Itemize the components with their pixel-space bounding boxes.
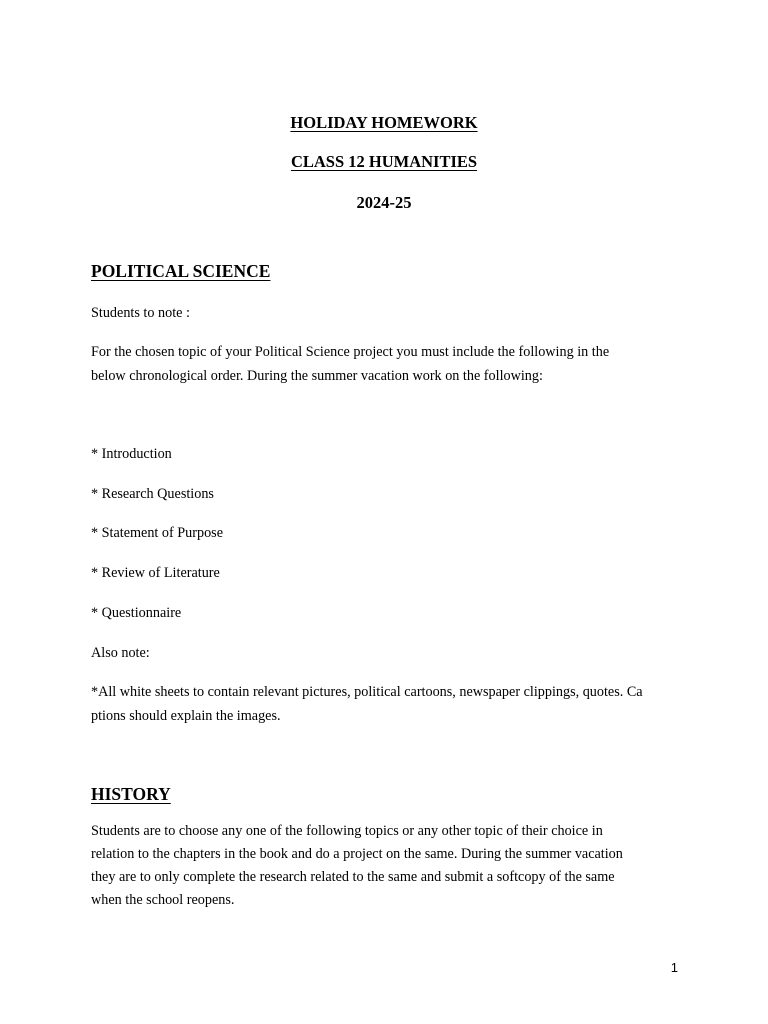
list-item: * Questionnaire bbox=[91, 605, 182, 621]
list-item: * Statement of Purpose bbox=[91, 525, 224, 541]
class-heading-text: CLASS 12 HUMANITIES bbox=[290, 152, 478, 171]
history-heading bbox=[91, 783, 171, 805]
students-note-label: Students to note : bbox=[91, 305, 190, 321]
page-number: 1 bbox=[670, 960, 678, 975]
sheets-note-line-1: *All white sheets to contain relevant pictures, political cartoons, newspaper clippings, quotes. Ca bbox=[91, 684, 643, 700]
history-line-1: Students are to choose any one of the following topics or any other topic of their choice in bbox=[91, 823, 603, 839]
list-item: * Introduction bbox=[91, 446, 172, 462]
document-title-text: HOLIDAY HOMEWORK bbox=[290, 113, 478, 132]
history-line-2: relation to the chapters in the book and do a project on the same. During the summer vacation bbox=[91, 846, 623, 862]
political-science-heading-text: POLITICAL SCIENCE bbox=[91, 261, 271, 281]
history-line-4: when the school reopens. bbox=[91, 892, 235, 908]
instructions-line-1: For the chosen topic of your Political Science project you must include the following in the bbox=[91, 344, 610, 360]
list-item: * Research Questions bbox=[91, 486, 214, 502]
list-item: * Review of Literature bbox=[91, 565, 220, 581]
instructions-line-2: below chronological order. During the summer vacation work on the following: bbox=[91, 368, 543, 384]
sheets-note-line-2: ptions should explain the images. bbox=[91, 708, 281, 724]
academic-year bbox=[0, 193, 768, 213]
document-title bbox=[0, 113, 768, 133]
also-note-label: Also note: bbox=[91, 645, 150, 661]
class-heading bbox=[0, 152, 768, 172]
history-heading-text: HISTORY bbox=[91, 784, 171, 804]
political-science-heading bbox=[91, 260, 270, 282]
academic-year-text: 2024-25 bbox=[356, 193, 412, 212]
history-line-3: they are to only complete the research related to the same and submit a softcopy of the same bbox=[91, 869, 615, 885]
